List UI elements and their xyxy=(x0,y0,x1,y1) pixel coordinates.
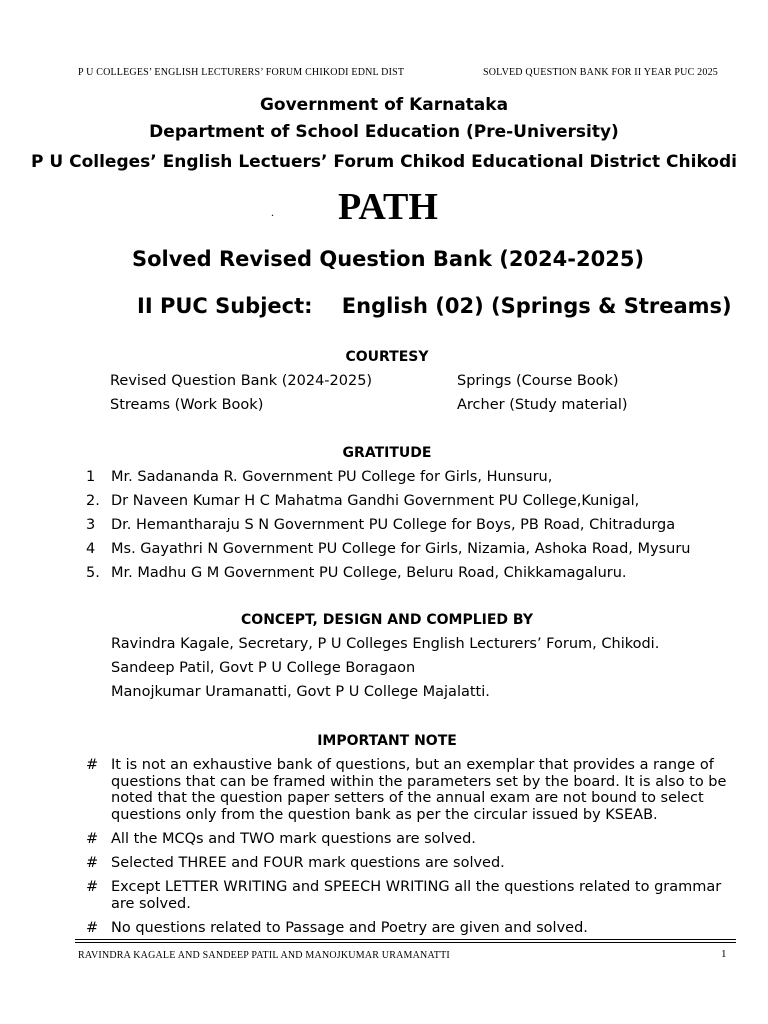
gratitude-number: 3 xyxy=(86,517,96,533)
footer-rule-top xyxy=(75,939,736,940)
gratitude-heading: GRATITUDE xyxy=(342,445,432,461)
note-item: No questions related to Passage and Poetry are given and solved. xyxy=(111,920,588,936)
gratitude-item: Mr. Madhu G M Government PU College, Beluru Road, Chikkamagaluru. xyxy=(111,565,627,581)
note-item: All the MCQs and TWO mark questions are solved. xyxy=(111,831,476,847)
compiler-item: Ravindra Kagale, Secretary, P U Colleges English Lecturers’ Forum, Chikodi. xyxy=(111,636,660,652)
running-footer-authors: RAVINDRA KAGALE AND SANDEEP PATIL AND MANOJKUMAR URAMANATTI xyxy=(78,950,450,961)
department-heading: Department of School Education (Pre-University) xyxy=(149,122,619,142)
compiler-item: Manojkumar Uramanatti, Govt P U College Majalatti. xyxy=(111,684,490,700)
gratitude-item: Dr Naveen Kumar H C Mahatma Gandhi Government PU College,Kunigal, xyxy=(111,493,640,509)
note-item: It is not an exhaustive bank of questions, but an exemplar that provides a range of questions that can be framed within the parameters set by the board. It is also to be noted that the question paper setters of the annual exam are not bound to select questions only from the question bank as per the circular issued by KSEAB. xyxy=(111,757,727,823)
gratitude-number: 4 xyxy=(86,541,96,557)
note-bullet: # xyxy=(86,855,99,871)
footer-rule-bottom xyxy=(75,942,736,943)
concept-heading: CONCEPT, DESIGN AND COMPLIED BY xyxy=(241,612,533,628)
gratitude-number: 5. xyxy=(86,565,100,581)
compiler-item: Sandeep Patil, Govt P U College Boragaon xyxy=(111,660,416,676)
gratitude-item: Ms. Gayathri N Government PU College for Girls, Nizamia, Ashoka Road, Mysuru xyxy=(111,541,691,557)
note-bullet: # xyxy=(86,879,99,895)
note-bullet: # xyxy=(86,831,99,847)
page-number: 1 xyxy=(721,948,727,960)
gratitude-number: 1 xyxy=(86,469,96,485)
running-header-left: P U COLLEGES’ ENGLISH LECTURERS’ FORUM CHIKODI EDNL DIST xyxy=(78,67,405,78)
gratitude-item: Dr. Hemantharaju S N Government PU College for Boys, PB Road, Chitradurga xyxy=(111,517,676,533)
important-note-heading: IMPORTANT NOTE xyxy=(317,733,457,749)
note-item: Except LETTER WRITING and SPEECH WRITING all the questions related to grammar are solved. xyxy=(111,879,722,912)
gratitude-item: Mr. Sadananda R. Government PU College for Girls, Hunsuru, xyxy=(111,469,553,485)
courtesy-item: Archer (Study material) xyxy=(457,397,628,413)
courtesy-item: Streams (Work Book) xyxy=(110,397,264,413)
gratitude-number: 2. xyxy=(86,493,100,509)
note-item: Selected THREE and FOUR mark questions are solved. xyxy=(111,855,505,871)
running-header-right: SOLVED QUESTION BANK FOR II YEAR PUC 2025 xyxy=(483,67,718,78)
question-bank-subtitle: Solved Revised Question Bank (2024-2025) xyxy=(131,247,645,271)
government-heading: Government of Karnataka xyxy=(259,95,509,115)
courtesy-heading: COURTESY xyxy=(345,349,429,365)
stray-dot: . xyxy=(271,205,274,219)
courtesy-item: Springs (Course Book) xyxy=(457,373,619,389)
document-title: PATH xyxy=(338,186,438,228)
note-bullet: # xyxy=(86,757,99,773)
note-bullet: # xyxy=(86,920,99,936)
subject-line: II PUC Subject: English (02) (Springs & Streams) xyxy=(137,294,732,318)
forum-heading: P U Colleges’ English Lectuers’ Forum Chikod Educational District Chikodi xyxy=(31,152,737,172)
courtesy-item: Revised Question Bank (2024-2025) xyxy=(110,373,373,389)
